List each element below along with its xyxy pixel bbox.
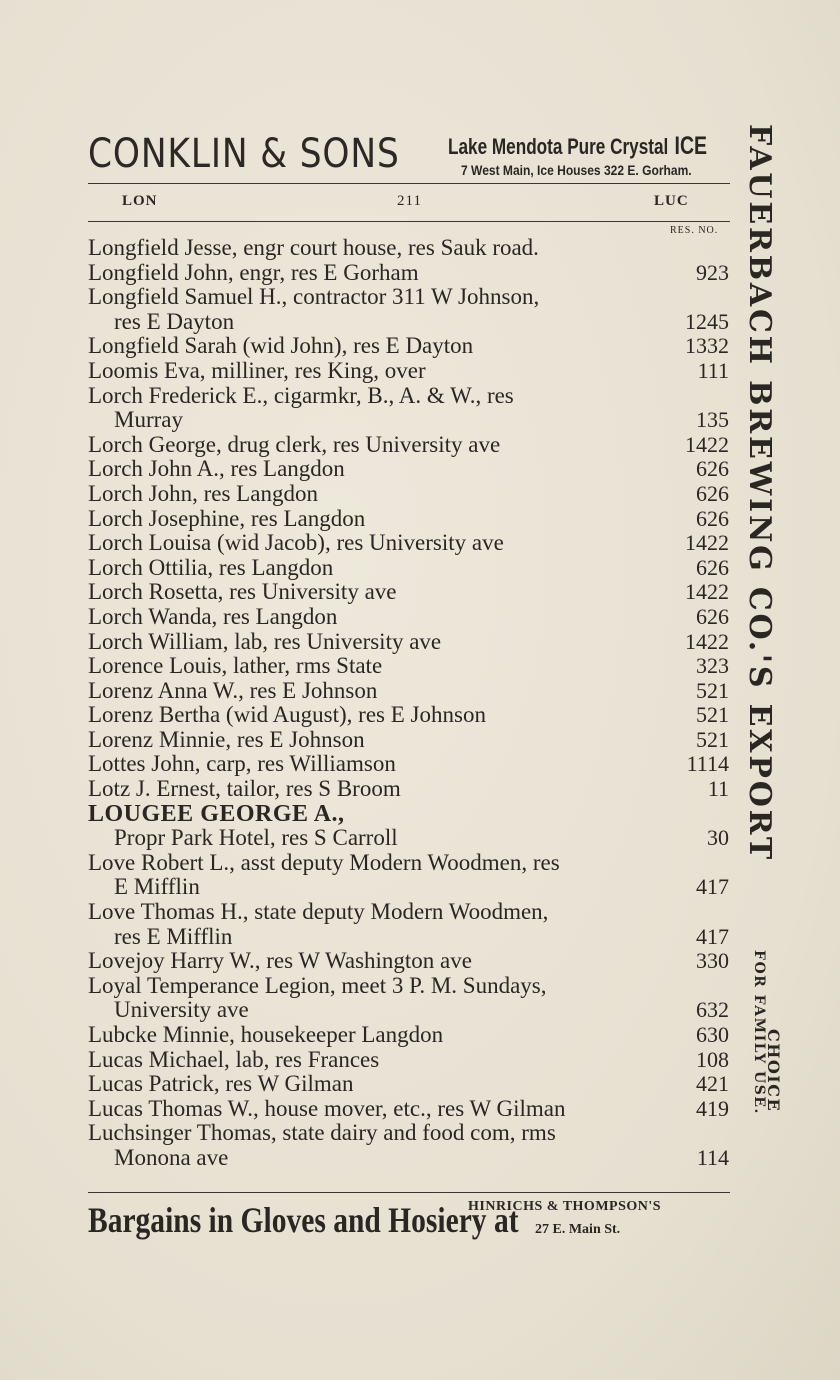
res-number: 421 bbox=[696, 1071, 729, 1097]
page-number: 211 bbox=[397, 193, 422, 209]
directory-line bbox=[88, 630, 733, 655]
entry-text: Lucas Thomas W., house mover, etc., res W Gilman bbox=[88, 1095, 566, 1121]
side-advertisement bbox=[742, 124, 783, 1234]
directory-line bbox=[88, 925, 733, 950]
entry-text: Lorch Josephine, res Langdon bbox=[88, 505, 366, 531]
res-number: 11 bbox=[707, 776, 729, 802]
res-number: 626 bbox=[696, 554, 729, 580]
directory-line bbox=[88, 998, 733, 1023]
entry-text: Lovejoy Harry W., res W Washington ave bbox=[88, 948, 472, 974]
res-number: 330 bbox=[696, 948, 729, 974]
entry-text: Lotz J. Ernest, tailor, res S Broom bbox=[88, 776, 401, 802]
directory-line bbox=[88, 949, 733, 974]
directory-line bbox=[88, 457, 733, 482]
directory-line bbox=[88, 1072, 733, 1097]
bargains-text: Bargains in Gloves and Hosiery at bbox=[88, 1200, 519, 1240]
entry-text: Lorch Louisa (wid Jacob), res University ave bbox=[88, 530, 504, 556]
entry-text: Loyal Temperance Legion, meet 3 P. M. Sundays, bbox=[88, 972, 547, 998]
directory-line bbox=[88, 605, 733, 630]
entry-text: Love Thomas H., state deputy Modern Woodmen, bbox=[88, 899, 549, 925]
directory-line bbox=[88, 1146, 733, 1171]
directory-line bbox=[88, 1048, 733, 1073]
directory-line bbox=[88, 679, 733, 704]
directory-line bbox=[88, 826, 733, 851]
res-number: 30 bbox=[707, 825, 729, 851]
entry-text: Monona ave bbox=[114, 1144, 229, 1170]
res-number: 521 bbox=[696, 702, 729, 728]
directory-line bbox=[88, 900, 733, 925]
res-number: 135 bbox=[696, 407, 729, 433]
ice-emphasis: ICE bbox=[674, 132, 708, 160]
res-number: 630 bbox=[696, 1022, 729, 1047]
side-ad-main: FAUERBACH BREWING CO.'S EXPORT bbox=[742, 124, 777, 862]
directory-line bbox=[88, 531, 733, 556]
directory-line bbox=[88, 703, 733, 728]
entry-text: Luchsinger Thomas, state dairy and food com, rms bbox=[88, 1120, 556, 1146]
directory-line bbox=[88, 334, 733, 359]
entry-text: Lorenz Minnie, res E Johnson bbox=[88, 726, 365, 752]
entry-text: Lucas Michael, lab, res Frances bbox=[88, 1046, 380, 1072]
entry-text: Lorence Louis, lather, rms State bbox=[88, 653, 383, 679]
entry-text: Longfield Sarah (wid John), res E Dayton bbox=[88, 333, 474, 359]
ice-address: 7 West Main, Ice Houses 322 E. Gorham. bbox=[461, 162, 692, 178]
side-ad-choice: CHOICE bbox=[764, 1029, 783, 1113]
res-number: 1422 bbox=[685, 431, 729, 457]
res-number: 626 bbox=[696, 603, 729, 629]
directory-line bbox=[88, 236, 733, 261]
res-number: 114 bbox=[696, 1144, 729, 1170]
directory-line bbox=[88, 433, 733, 458]
entry-text: Lorch John A., res Langdon bbox=[88, 456, 345, 482]
directory-line bbox=[88, 654, 733, 679]
directory-line bbox=[88, 1121, 733, 1146]
res-number: 108 bbox=[696, 1046, 729, 1072]
directory-line bbox=[88, 285, 733, 310]
header-left-guide: LON bbox=[122, 193, 158, 209]
ice-product-line bbox=[448, 132, 707, 161]
entry-text: Lorch Wanda, res Langdon bbox=[88, 603, 338, 629]
entry-text: Lucas Patrick, res W Gilman bbox=[88, 1071, 354, 1097]
directory-line bbox=[88, 752, 733, 777]
directory-line bbox=[88, 310, 733, 335]
side-ad-family-use: FOR FAMILY USE. bbox=[751, 950, 767, 1115]
res-number: 1422 bbox=[685, 579, 729, 605]
res-number: 1332 bbox=[685, 333, 729, 359]
entry-text: University ave bbox=[114, 997, 249, 1023]
entry-text: Longfield Samuel H., contractor 311 W Johnson, bbox=[88, 284, 540, 310]
directory-line bbox=[88, 777, 733, 802]
entry-text: Loomis Eva, milliner, res King, over bbox=[88, 357, 426, 383]
res-number: 419 bbox=[696, 1095, 729, 1121]
res-number: 521 bbox=[696, 726, 729, 752]
directory-line bbox=[88, 261, 733, 286]
directory-line bbox=[88, 408, 733, 433]
directory-line bbox=[88, 556, 733, 581]
entry-text: LOUGEE GEORGE A., bbox=[88, 800, 345, 827]
directory-line bbox=[88, 482, 733, 507]
ice-product: Lake Mendota Pure Crystal bbox=[448, 134, 669, 159]
entry-text: E Mifflin bbox=[114, 874, 200, 900]
res-number: 632 bbox=[696, 997, 729, 1023]
res-number: 923 bbox=[696, 259, 729, 285]
entry-text: Lorch Rosetta, res University ave bbox=[88, 579, 397, 605]
res-number: 626 bbox=[696, 456, 729, 482]
res-number: 521 bbox=[696, 677, 729, 703]
store-name: HINRICHS & THOMPSON'S bbox=[468, 1199, 662, 1214]
res-no-label: RES. NO. bbox=[670, 225, 719, 236]
res-number: 1422 bbox=[685, 628, 729, 654]
directory-line bbox=[88, 359, 733, 384]
entry-text: Lorch William, lab, res University ave bbox=[88, 628, 442, 654]
directory-line bbox=[88, 507, 733, 532]
entry-text: Lorch George, drug clerk, res University ave bbox=[88, 431, 501, 457]
entry-text: res E Mifflin bbox=[114, 923, 233, 949]
res-number: 1114 bbox=[686, 751, 729, 777]
res-number: 626 bbox=[696, 480, 729, 506]
entry-text: Longfield John, engr, res E Gorham bbox=[88, 259, 419, 285]
entry-text: Love Robert L., asst deputy Modern Woodmen, res bbox=[88, 849, 560, 875]
entry-text: Lorch Frederick E., cigarmkr, B., A. & W., res bbox=[88, 382, 514, 408]
directory-line bbox=[88, 384, 733, 409]
directory-line bbox=[88, 1097, 733, 1122]
res-number: 626 bbox=[696, 505, 729, 531]
entry-text: res E Dayton bbox=[114, 308, 235, 334]
res-number: 111 bbox=[697, 357, 729, 383]
entry-text: Lorenz Bertha (wid August), res E Johnson bbox=[88, 702, 486, 728]
entry-text: Lorch John, res Langdon bbox=[88, 480, 318, 506]
res-number: 323 bbox=[696, 653, 729, 679]
entry-text: Lubcke Minnie, housekeeper Langdon bbox=[88, 1022, 444, 1047]
directory-line bbox=[88, 802, 733, 827]
top-advertisement bbox=[88, 128, 733, 183]
directory-line bbox=[88, 974, 733, 999]
directory-line bbox=[88, 851, 733, 876]
header-rule bbox=[88, 221, 730, 222]
entry-text: Longfield Jesse, engr court house, res Sauk road. bbox=[88, 235, 539, 260]
entry-text: Lorch Ottilia, res Langdon bbox=[88, 554, 334, 580]
entry-text: Lorenz Anna W., res E Johnson bbox=[88, 677, 378, 703]
directory-entries bbox=[88, 236, 733, 1171]
bottom-advertisement bbox=[88, 1194, 733, 1244]
directory-line bbox=[88, 1023, 733, 1048]
header-right-guide: LUC bbox=[654, 193, 689, 209]
directory-line bbox=[88, 728, 733, 753]
entry-text: Murray bbox=[114, 407, 183, 433]
res-number: 1422 bbox=[685, 530, 729, 556]
res-number: 1245 bbox=[685, 308, 729, 334]
directory-line bbox=[88, 875, 733, 900]
entry-text: Propr Park Hotel, res S Carroll bbox=[114, 825, 398, 851]
firm-name: CONKLIN & SONS bbox=[88, 131, 400, 177]
entry-text: Lottes John, carp, res Williamson bbox=[88, 751, 396, 777]
res-number: 417 bbox=[696, 874, 729, 900]
store-address: 27 E. Main St. bbox=[535, 1222, 621, 1237]
res-number: 417 bbox=[696, 923, 729, 949]
directory-line bbox=[88, 580, 733, 605]
top-rule bbox=[88, 183, 730, 184]
bottom-rule bbox=[88, 1192, 730, 1193]
